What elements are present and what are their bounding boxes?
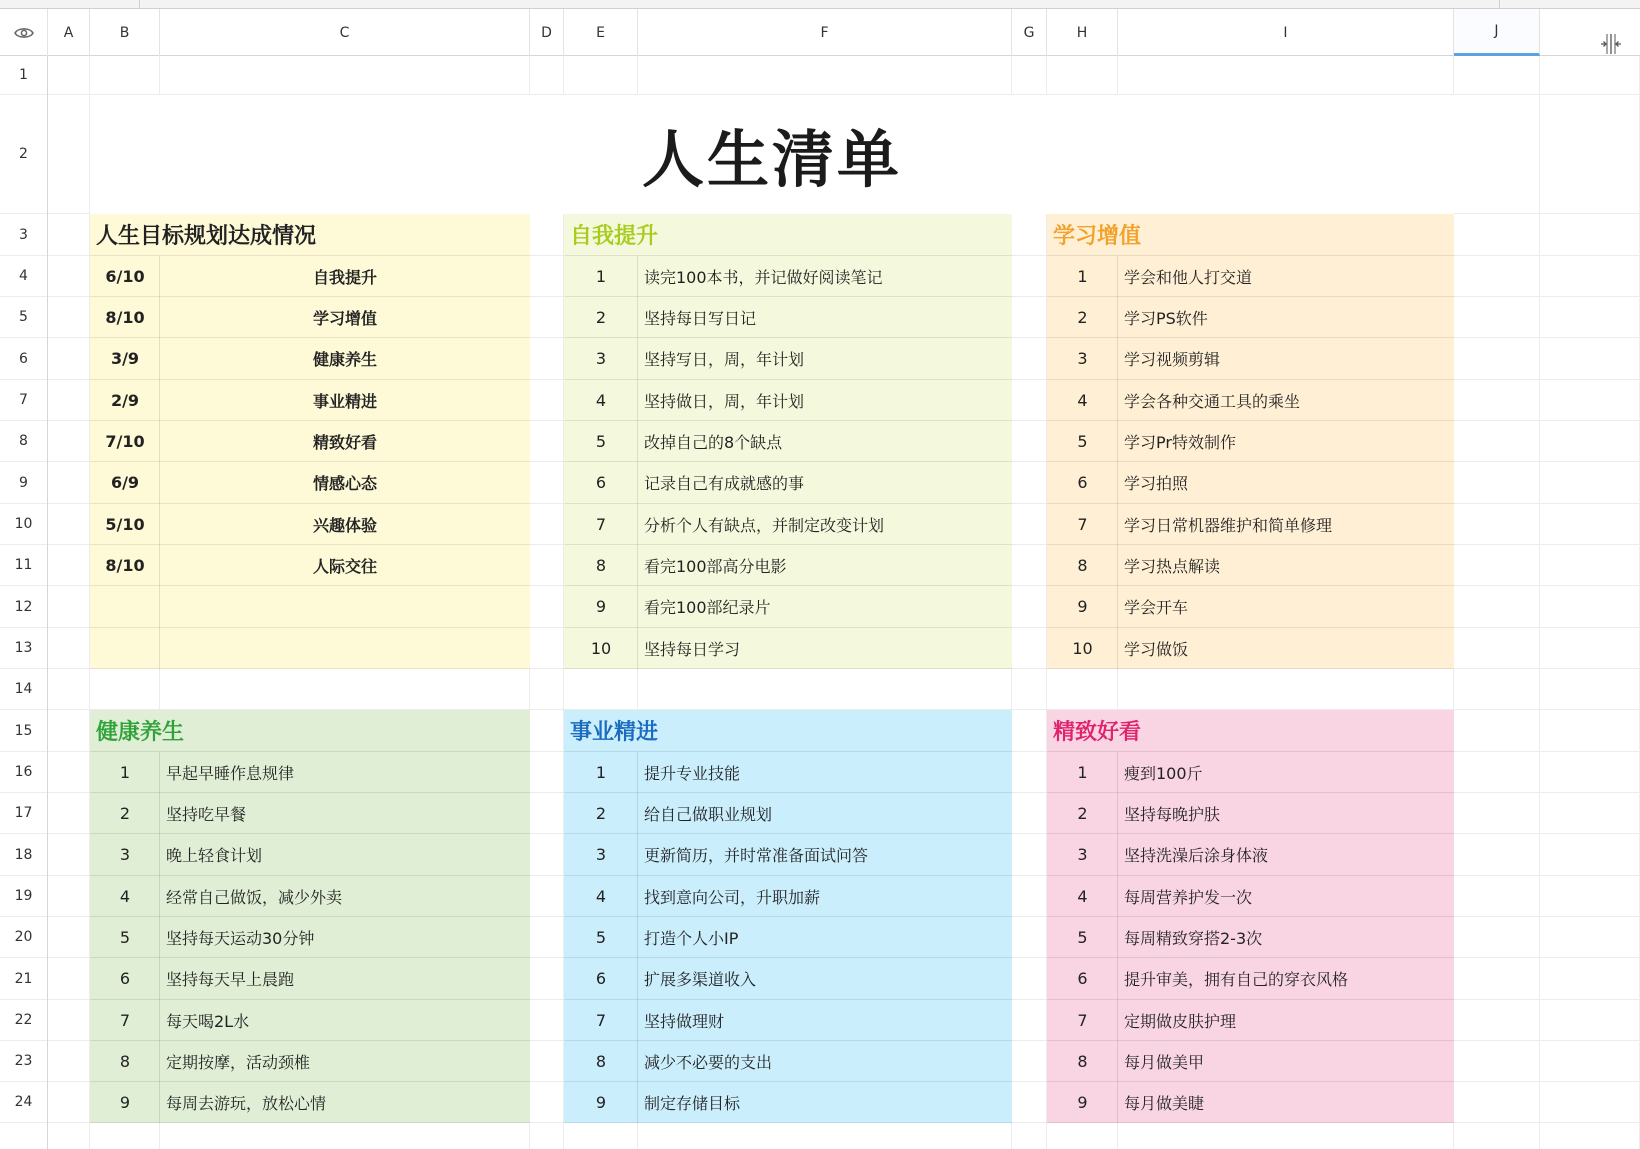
row-header-21[interactable]: 21 — [0, 958, 47, 1000]
item-number-cell[interactable]: 7 — [1047, 1000, 1118, 1041]
row-header-12[interactable]: 12 — [0, 586, 47, 628]
summary-score-cell[interactable]: 5/10 — [90, 504, 160, 545]
summary-score-cell[interactable] — [90, 628, 160, 669]
row-header-24[interactable]: 24 — [0, 1082, 47, 1123]
column-header-c[interactable]: C — [160, 9, 530, 56]
item-number-cell[interactable]: 7 — [564, 504, 638, 545]
toolbar-segment — [0, 0, 140, 8]
item-number-cell[interactable]: 1 — [564, 256, 638, 297]
item-text-cell[interactable]: 学习视频剪辑 — [1118, 338, 1454, 380]
item-text-cell[interactable]: 记录自己有成就感的事 — [638, 462, 1012, 504]
item-number-cell[interactable]: 4 — [90, 876, 160, 917]
item-text-cell[interactable]: 坚持每天早上晨跑 — [160, 958, 530, 1000]
row-header-6[interactable]: 6 — [0, 338, 47, 380]
row-header-22[interactable]: 22 — [0, 1000, 47, 1041]
eye-icon[interactable] — [0, 9, 48, 56]
item-number-cell[interactable]: 7 — [1047, 504, 1118, 545]
summary-category-cell[interactable]: 情感心态 — [160, 462, 530, 504]
item-number-cell[interactable]: 3 — [564, 834, 638, 876]
summary-category-cell[interactable]: 精致好看 — [160, 421, 530, 462]
item-number-cell[interactable]: 5 — [90, 917, 160, 958]
row-header-20[interactable]: 20 — [0, 917, 47, 958]
item-number-cell[interactable]: 10 — [1047, 628, 1118, 669]
item-text-cell[interactable]: 每天喝2L水 — [160, 1000, 530, 1041]
item-text-cell[interactable]: 定期做皮肤护理 — [1118, 1000, 1454, 1041]
item-number-cell[interactable]: 2 — [1047, 793, 1118, 834]
item-text-cell[interactable]: 每周精致穿搭2-3次 — [1118, 917, 1454, 958]
row-header-bar — [0, 56, 48, 1149]
item-text-cell[interactable]: 制定存储目标 — [638, 1082, 1012, 1123]
column-header-b[interactable]: B — [90, 9, 160, 56]
item-number-cell[interactable]: 9 — [564, 586, 638, 628]
item-text-cell[interactable]: 坚持做理财 — [638, 1000, 1012, 1041]
item-number-cell[interactable]: 9 — [564, 1082, 638, 1123]
item-text-cell[interactable]: 每周去游玩，放松心情 — [160, 1082, 530, 1123]
column-header-j[interactable]: J — [1454, 9, 1540, 56]
item-text-cell[interactable]: 早起早睡作息规律 — [160, 752, 530, 793]
item-number-cell[interactable]: 8 — [564, 1041, 638, 1082]
row-header-3[interactable]: 3 — [0, 214, 47, 256]
item-text-cell[interactable]: 学习Pr特效制作 — [1118, 421, 1454, 462]
item-text-cell[interactable]: 经常自己做饭，减少外卖 — [160, 876, 530, 917]
summary-category-cell[interactable] — [160, 628, 530, 669]
item-number-cell[interactable]: 4 — [564, 876, 638, 917]
sheet-title[interactable]: 人生清单 — [90, 95, 1454, 214]
row-header-19[interactable]: 19 — [0, 876, 47, 917]
item-number-cell[interactable]: 6 — [1047, 462, 1118, 504]
toolbar-strip — [0, 0, 1640, 9]
row-header-11[interactable]: 11 — [0, 545, 47, 586]
item-text-cell[interactable]: 每月做美睫 — [1118, 1082, 1454, 1123]
item-text-cell[interactable]: 坚持洗澡后涂身体液 — [1118, 834, 1454, 876]
row-header-14[interactable]: 14 — [0, 669, 47, 710]
toolbar-segment — [140, 0, 1500, 8]
item-text-cell[interactable]: 找到意向公司，升职加薪 — [638, 876, 1012, 917]
item-text-cell[interactable]: 晚上轻食计划 — [160, 834, 530, 876]
summary-score-cell[interactable]: 2/9 — [90, 380, 160, 421]
career-block — [564, 710, 1012, 1123]
learning-heading[interactable]: 学习增值 — [1047, 214, 1454, 256]
row-header-2[interactable]: 2 — [0, 95, 47, 214]
item-number-cell[interactable]: 9 — [1047, 1082, 1118, 1123]
item-number-cell[interactable]: 2 — [564, 793, 638, 834]
column-header-f[interactable]: F — [638, 9, 1012, 56]
item-text-cell[interactable]: 学会开车 — [1118, 586, 1454, 628]
item-number-cell[interactable]: 8 — [564, 545, 638, 586]
item-text-cell[interactable]: 读完100本书，并记做好阅读笔记 — [638, 256, 1012, 297]
row-header-17[interactable]: 17 — [0, 793, 47, 834]
item-text-cell[interactable]: 学习热点解读 — [1118, 545, 1454, 586]
column-header-e[interactable]: E — [564, 9, 638, 56]
item-text-cell[interactable]: 学会各种交通工具的乘坐 — [1118, 380, 1454, 421]
summary-category-cell[interactable]: 自我提升 — [160, 256, 530, 297]
item-number-cell[interactable]: 1 — [90, 752, 160, 793]
column-header-i[interactable]: I — [1118, 9, 1454, 56]
item-text-cell[interactable]: 坚持每日学习 — [638, 628, 1012, 669]
summary-heading[interactable]: 人生目标规划达成情况 — [90, 214, 530, 256]
column-header-d[interactable]: D — [530, 9, 564, 56]
summary-score-cell[interactable]: 8/10 — [90, 297, 160, 338]
summary-category-cell[interactable] — [160, 586, 530, 628]
looks-heading[interactable]: 精致好看 — [1047, 710, 1454, 752]
column-header-a[interactable]: A — [48, 9, 90, 56]
row-header-16[interactable]: 16 — [0, 752, 47, 793]
item-number-cell[interactable]: 6 — [564, 958, 638, 1000]
item-text-cell[interactable]: 打造个人小IP — [638, 917, 1012, 958]
item-number-cell[interactable]: 1 — [1047, 256, 1118, 297]
row-header-13[interactable]: 13 — [0, 628, 47, 669]
summary-score-cell[interactable]: 6/10 — [90, 256, 160, 297]
item-number-cell[interactable]: 4 — [1047, 380, 1118, 421]
item-number-cell[interactable]: 2 — [90, 793, 160, 834]
career-heading[interactable]: 事业精进 — [564, 710, 1012, 752]
item-text-cell[interactable]: 给自己做职业规划 — [638, 793, 1012, 834]
summary-category-cell[interactable]: 事业精进 — [160, 380, 530, 421]
item-number-cell[interactable]: 2 — [1047, 297, 1118, 338]
item-text-cell[interactable]: 学习拍照 — [1118, 462, 1454, 504]
self-improve-block — [564, 214, 1012, 669]
item-text-cell[interactable]: 提升专业技能 — [638, 752, 1012, 793]
item-number-cell[interactable]: 5 — [564, 421, 638, 462]
item-number-cell[interactable]: 9 — [90, 1082, 160, 1123]
item-text-cell[interactable]: 看完100部高分电影 — [638, 545, 1012, 586]
item-number-cell[interactable]: 4 — [564, 380, 638, 421]
item-number-cell[interactable]: 9 — [1047, 586, 1118, 628]
item-text-cell[interactable]: 瘦到100斤 — [1118, 752, 1454, 793]
item-text-cell[interactable]: 学习日常机器维护和简单修理 — [1118, 504, 1454, 545]
item-number-cell[interactable]: 3 — [1047, 338, 1118, 380]
item-text-cell[interactable]: 看完100部纪录片 — [638, 586, 1012, 628]
column-header-bar — [0, 9, 1640, 56]
row-header-18[interactable]: 18 — [0, 834, 47, 876]
item-text-cell[interactable]: 更新简历，并时常准备面试问答 — [638, 834, 1012, 876]
health-heading[interactable]: 健康养生 — [90, 710, 530, 752]
summary-score-cell[interactable]: 7/10 — [90, 421, 160, 462]
item-text-cell[interactable]: 坚持写日，周，年计划 — [638, 338, 1012, 380]
item-text-cell[interactable]: 定期按摩，活动颈椎 — [160, 1041, 530, 1082]
item-number-cell[interactable]: 7 — [564, 1000, 638, 1041]
item-text-cell[interactable]: 坚持做日，周，年计划 — [638, 380, 1012, 421]
item-text-cell[interactable]: 减少不必要的支出 — [638, 1041, 1012, 1082]
item-text-cell[interactable]: 学习做饭 — [1118, 628, 1454, 669]
summary-category-cell[interactable]: 健康养生 — [160, 338, 530, 380]
item-number-cell[interactable]: 2 — [564, 297, 638, 338]
column-header-h[interactable]: H — [1047, 9, 1118, 56]
self-improve-heading[interactable]: 自我提升 — [564, 214, 1012, 256]
summary-category-cell[interactable]: 人际交往 — [160, 545, 530, 586]
summary-category-cell[interactable]: 兴趣体验 — [160, 504, 530, 545]
item-number-cell[interactable]: 6 — [90, 958, 160, 1000]
column-header-g[interactable]: G — [1012, 9, 1047, 56]
item-text-cell[interactable]: 坚持每日写日记 — [638, 297, 1012, 338]
item-number-cell[interactable]: 10 — [564, 628, 638, 669]
column-resize-icon[interactable] — [1600, 33, 1622, 55]
item-text-cell[interactable]: 坚持每晚护肤 — [1118, 793, 1454, 834]
item-text-cell[interactable]: 每周营养护发一次 — [1118, 876, 1454, 917]
item-number-cell[interactable]: 5 — [1047, 421, 1118, 462]
item-number-cell[interactable]: 8 — [90, 1041, 160, 1082]
item-number-cell[interactable]: 1 — [1047, 752, 1118, 793]
item-number-cell[interactable]: 8 — [1047, 545, 1118, 586]
row-header-8[interactable]: 8 — [0, 421, 47, 462]
summary-score-cell[interactable] — [90, 586, 160, 628]
row-header-4[interactable]: 4 — [0, 256, 47, 297]
item-number-cell[interactable]: 1 — [564, 752, 638, 793]
summary-category-cell[interactable]: 学习增值 — [160, 297, 530, 338]
item-number-cell[interactable]: 7 — [90, 1000, 160, 1041]
row-header-10[interactable]: 10 — [0, 504, 47, 545]
item-text-cell[interactable]: 坚持吃早餐 — [160, 793, 530, 834]
item-number-cell[interactable]: 6 — [564, 462, 638, 504]
summary-score-cell[interactable]: 8/10 — [90, 545, 160, 586]
item-number-cell[interactable]: 3 — [90, 834, 160, 876]
item-text-cell[interactable]: 坚持每天运动30分钟 — [160, 917, 530, 958]
item-number-cell[interactable]: 4 — [1047, 876, 1118, 917]
item-text-cell[interactable]: 分析个人有缺点，并制定改变计划 — [638, 504, 1012, 545]
summary-score-cell[interactable]: 6/9 — [90, 462, 160, 504]
item-number-cell[interactable]: 3 — [564, 338, 638, 380]
item-text-cell[interactable]: 学会和他人打交道 — [1118, 256, 1454, 297]
item-number-cell[interactable]: 8 — [1047, 1041, 1118, 1082]
item-text-cell[interactable]: 每月做美甲 — [1118, 1041, 1454, 1082]
health-block — [90, 710, 530, 1123]
row-header-15[interactable]: 15 — [0, 710, 47, 752]
item-number-cell[interactable]: 3 — [1047, 834, 1118, 876]
item-text-cell[interactable]: 扩展多渠道收入 — [638, 958, 1012, 1000]
item-text-cell[interactable]: 学习PS软件 — [1118, 297, 1454, 338]
item-number-cell[interactable]: 5 — [1047, 917, 1118, 958]
sheet-grid[interactable] — [48, 56, 1640, 1149]
item-number-cell[interactable]: 6 — [1047, 958, 1118, 1000]
row-header-1[interactable]: 1 — [0, 56, 47, 95]
learning-block — [1047, 214, 1454, 669]
row-header-9[interactable]: 9 — [0, 462, 47, 504]
item-text-cell[interactable]: 提升审美，拥有自己的穿衣风格 — [1118, 958, 1454, 1000]
row-header-5[interactable]: 5 — [0, 297, 47, 338]
grid-col-line — [1539, 56, 1540, 1149]
row-header-7[interactable]: 7 — [0, 380, 47, 421]
looks-block — [1047, 710, 1454, 1123]
summary-score-cell[interactable]: 3/9 — [90, 338, 160, 380]
item-text-cell[interactable]: 改掉自己的8个缺点 — [638, 421, 1012, 462]
item-number-cell[interactable]: 5 — [564, 917, 638, 958]
summary-block — [90, 214, 530, 669]
row-header-23[interactable]: 23 — [0, 1041, 47, 1082]
